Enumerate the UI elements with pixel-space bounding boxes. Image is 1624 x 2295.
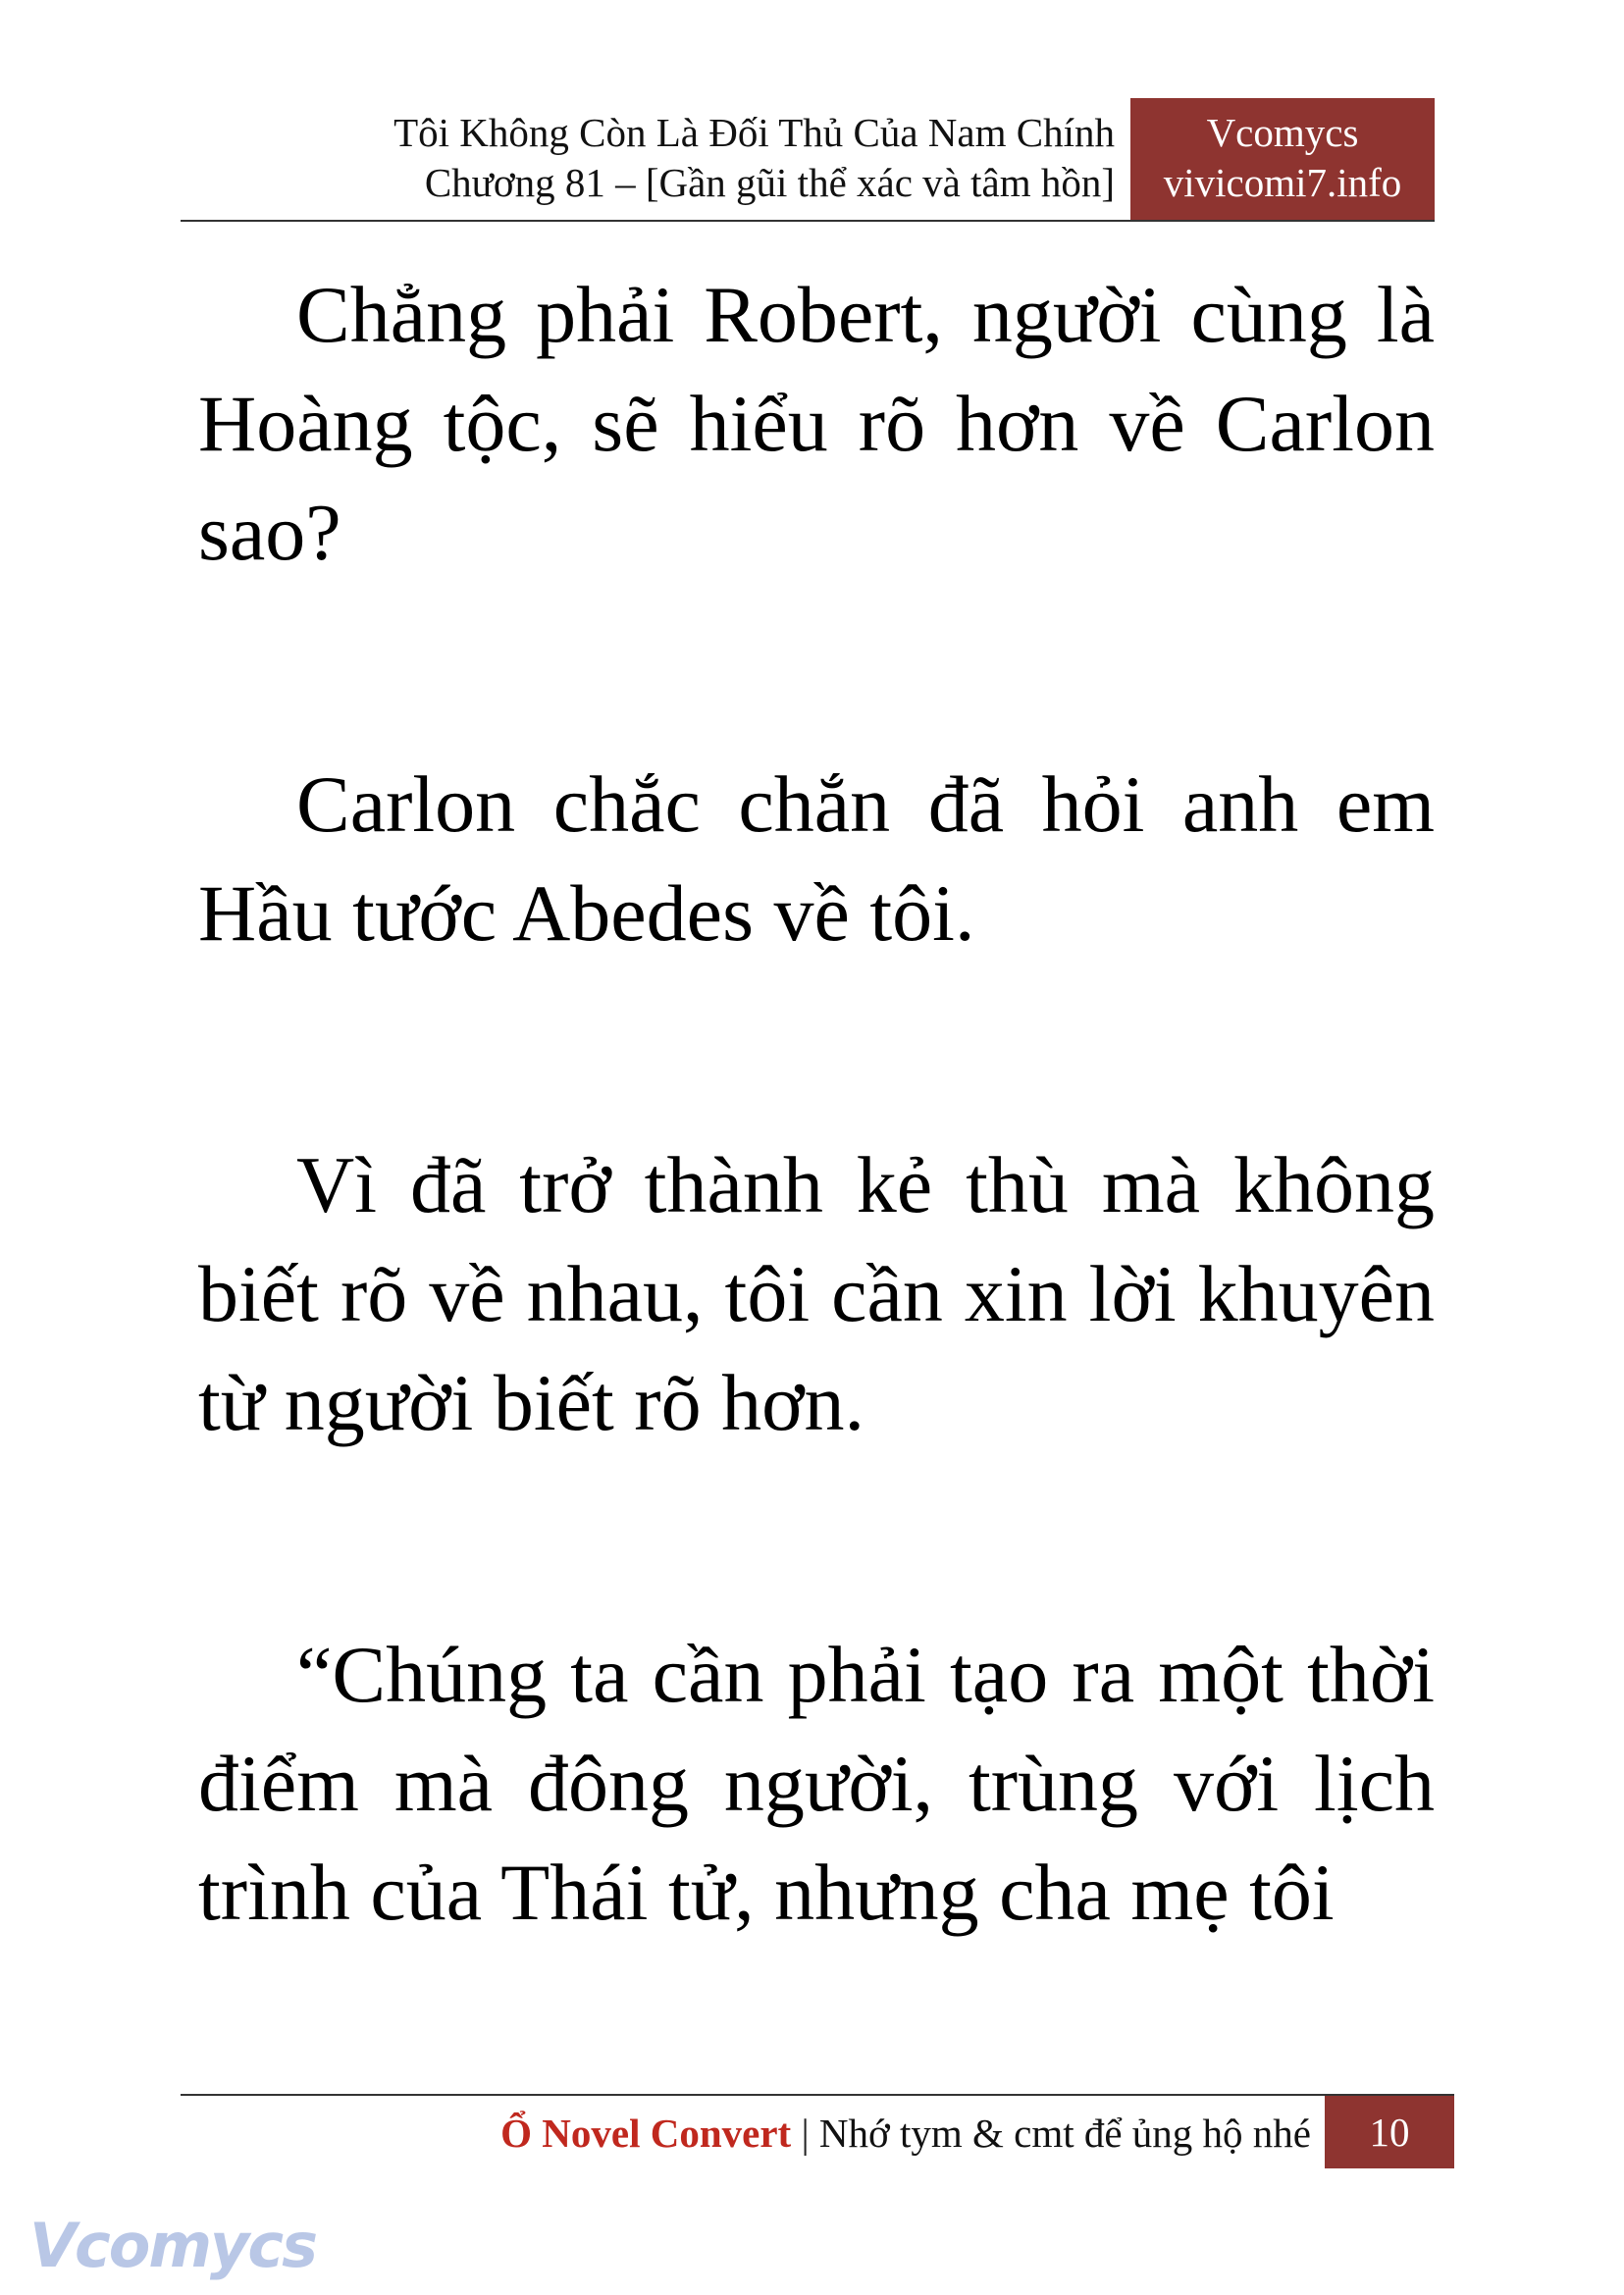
header-text [393, 108, 1115, 208]
paragraph: “Chúng ta cần phải tạo ra một thời điểm mà đông người, trùng với lịch trình của Thái tử, nhưng cha mẹ tôi [198, 1630, 1435, 1937]
footer-text [500, 2104, 1311, 2163]
footer-message: Nhớ tym & cmt để ủng hộ nhé [818, 2111, 1311, 2156]
brand-site: vivicomi7.info [1163, 160, 1402, 205]
page-content [198, 260, 1435, 2110]
brand-name: Vcomycs [1206, 110, 1359, 155]
page-footer [181, 2094, 1454, 2168]
paragraph: Vì đã trở thành kẻ thù mà không biết rõ về nhau, tôi cần xin lời khuyên từ người biết rõ hơn. [198, 1140, 1435, 1447]
footer-separator: | [801, 2111, 810, 2156]
book-title: Tôi Không Còn Là Đối Thủ Của Nam Chính [393, 110, 1115, 155]
page-header [181, 98, 1435, 222]
paragraph: Chẳng phải Robert, người cùng là Hoàng tộc, sẽ hiểu rõ hơn về Carlon sao? [198, 270, 1435, 577]
watermark-logo: Vcomycs [29, 2210, 317, 2281]
chapter-title: Chương 81 – [Gần gũi thể xác và tâm hồn] [424, 160, 1115, 205]
paragraph: Carlon chắc chắn đã hỏi anh em Hầu tước Abedes về tôi. [198, 759, 1435, 958]
footer-brand: Ổ Novel Convert [500, 2111, 792, 2156]
page-number: 10 [1325, 2096, 1454, 2168]
brand-box [1130, 98, 1435, 220]
